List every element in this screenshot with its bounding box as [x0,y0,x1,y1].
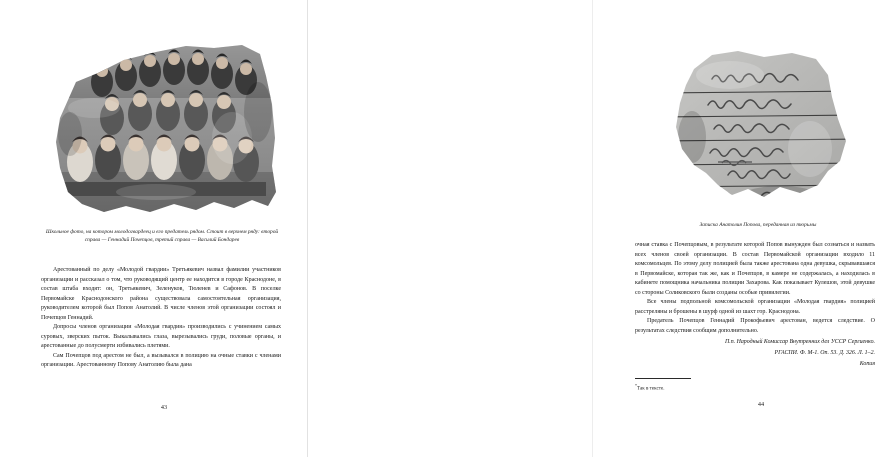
page-number-left: 43 [160,404,168,411]
footnote [635,378,835,393]
paragraph: Арестованный по делу «Молодой гвардии» Третьякевич назвал фамилии участников организации и рассказал о том, что руководящий центр ее находится в городе Краснодоне, в состав штаба входят: он, Третьякевич, Зеленуков, Тюленев и Сафонов. В поселке Первомайске Краснодонского района существовала самостоятельная организация, руководителем которой был Попов Анатолий. В числе членов этой организации состоял и Почепцов Геннадий. [41,267,281,321]
left-page-text-column [41,266,281,371]
archive-citation: РГАСПИ. Ф. М-1. Оп. 53. Д. 326. Л. 1–2. [774,349,875,356]
paragraph: Допросы членов организации «Молодая гвардия» производились с учинением самых суровых, зверских пыток. Выкалывались глаза, вырезывались груди, половые органы, и арестованные до полусмерти избивались плетями. [41,324,281,350]
paragraph: Предатель Почепцов Геннадий Прокофьевич арестован, ведется следствие. О результатах следствия сообщим дополнительно. [635,318,875,334]
left-page [0,0,308,457]
page-number-right: 44 [757,401,765,408]
footnote-body: Так в тексте. [637,385,665,392]
footnote-divider [635,378,691,379]
page-right-edge [592,0,593,457]
paragraph: очная ставка с Почепцовым, в результате которой Попов вынужден был сознаться и назвать всех членов своей организации. В состав Первомайской организации входило 11 комсомольцев. По этому делу полицией была также арестована одна девушка, скрывавшаяся в Первомайске, которая так же, как и Почепцов, в камере не содержалась, а находилась в кабинете помощника начальника полиции Захарова. Как показывает Кулешов, этой девушке со стороны Соликовского были созданы особые привилегии. [635,242,875,296]
school-class-photograph [46,42,278,224]
paragraph: Все члены подпольной комсомольской организации «Молодая гвардия» полицией расстреляны и брошены в шурф одной из шахт гор. Краснодона. [635,299,875,315]
note-caption: Записка Анатолия Попова, переданная из тюрьмы [699,222,817,228]
paragraph: Сам Почепцов под арестом не был, а вызывался в полицию на очные ставки с членами организации. Арестованному Попову Анатолию была дана [41,352,281,369]
footnote-marker: * [635,382,637,388]
page-gutter-divider [307,0,308,457]
footnote-text [635,382,835,393]
handwritten-prison-note [660,45,865,213]
copy-mark: Копия [859,360,875,367]
signature-line: П.п. Народный Комиссар Внутренних дел УССР Сергиенко. [724,338,875,345]
right-page [308,0,875,457]
photo-caption: Школьное фото, на котором молодогвардеец и его предатель рядом. Стоит в верхнем ряду: второй справа — Геннадий Почепцов, третий справа — Василий Бондарев [45,229,279,243]
right-page-text-column [635,241,875,369]
